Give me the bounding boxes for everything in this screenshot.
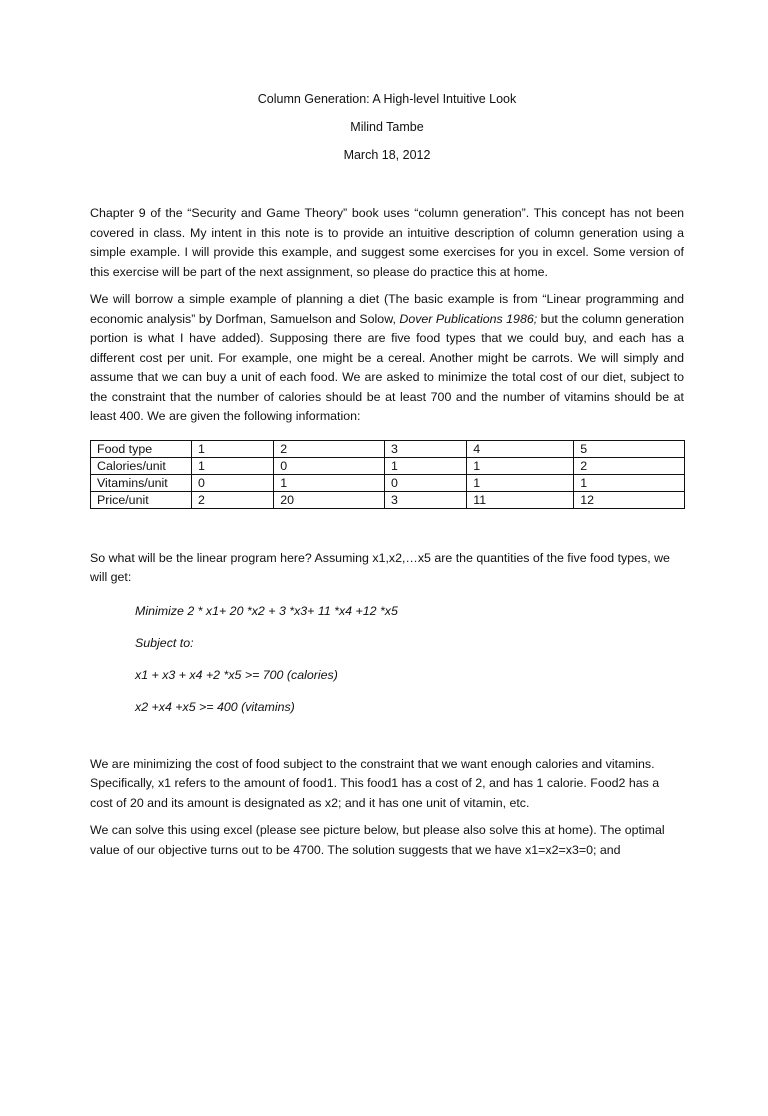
table-cell: 4	[467, 440, 574, 457]
food-info-table	[90, 440, 685, 509]
table-cell: 1	[274, 474, 385, 491]
document-author: Milind Tambe	[350, 120, 424, 134]
table-row-header: Calories/unit	[91, 457, 192, 474]
table-cell: 2	[274, 440, 385, 457]
linear-program-intro: So what will be the linear program here? Assuming x1,x2,…x5 are the quantities of the five food types, we will get:	[90, 550, 670, 584]
table-row-header: Food type	[91, 440, 192, 457]
table-cell: 1	[385, 457, 467, 474]
diet-example-text-b: but the column generation portion is what I have added). Supposing there are five food types that we could buy, and each has a different cost per unit. For example, one might be a cereal. Another might be carrots. We will simply and assume that we can buy a unit of each food. We are asked to minimize the total cost of our diet, subject to the constraint that the number of calories should be at least 700 and the number of vitamins should be at least 400. We are given the following information:	[90, 311, 684, 423]
linear-program	[90, 603, 684, 715]
document-title: Column Generation: A High-level Intuitive Look	[257, 92, 517, 106]
table-cell: 1	[192, 457, 274, 474]
diet-example-text-a: We will borrow a simple example of planning a diet (The basic example is from “Linear programming and economic analysis” by Dorfman, Samuelson and Solow,	[90, 292, 684, 326]
table-cell: 5	[574, 440, 685, 457]
table-cell: 3	[385, 440, 467, 457]
vitamins-constraint: x2 +x4 +x5 >= 400 (vitamins)	[135, 699, 295, 714]
table-cell: 2	[192, 491, 274, 508]
table-row-header: Price/unit	[91, 491, 192, 508]
document-page	[0, 92, 768, 1116]
food-table-body	[91, 440, 685, 508]
table-cell: 2	[574, 457, 685, 474]
document-date: March 18, 2012	[343, 148, 431, 162]
table-cell: 0	[385, 474, 467, 491]
table-row	[91, 491, 685, 508]
objective-function: Minimize 2 * x1+ 20 *x2 + 3 *x3+ 11 *x4 +12 *x5	[135, 603, 398, 618]
table-row	[91, 457, 685, 474]
table-cell: 0	[192, 474, 274, 491]
table-row-header: Vitamins/unit	[91, 474, 192, 491]
table-cell: 3	[385, 491, 467, 508]
table-cell: 1	[467, 474, 574, 491]
table-cell: 1	[574, 474, 685, 491]
table-cell: 12	[574, 491, 685, 508]
table-cell: 1	[192, 440, 274, 457]
table-row	[91, 440, 685, 457]
solution-paragraph: We can solve this using excel (please see picture below, but please also solve this at home). The optimal value of our objective turns out to be 4700. The solution suggests that we have x1=x2=x3=0; and	[90, 823, 665, 857]
intro-paragraph: Chapter 9 of the “Security and Game Theory” book uses “column generation”. This concept has not been covered in class. My intent in this note is to provide an intuitive description of column generation using a simple example. I will provide this example, and suggest some exercises for you in excel. Some version of this exercise will be part of the next assignment, so please do practice this at home.	[90, 206, 684, 279]
subject-to-label: Subject to:	[135, 635, 194, 650]
publication-citation: Dover Publications 1986;	[399, 311, 538, 326]
table-row	[91, 474, 685, 491]
calories-constraint: x1 + x3 + x4 +2 *x5 >= 700 (calories)	[135, 667, 338, 682]
explanation-paragraph: We are minimizing the cost of food subject to the constraint that we want enough calories and vitamins. Specifically, x1 refers to the amount of food1. This food1 has a cost of 2, and has 1 calorie. Food2 has a cost of 20 and its amount is designated as x2; and it has one unit of vitamin, etc.	[90, 756, 660, 810]
document-header	[90, 92, 684, 162]
table-cell: 11	[467, 491, 574, 508]
table-cell: 20	[274, 491, 385, 508]
diet-example-paragraph	[90, 290, 684, 427]
table-cell: 0	[274, 457, 385, 474]
table-cell: 1	[467, 457, 574, 474]
